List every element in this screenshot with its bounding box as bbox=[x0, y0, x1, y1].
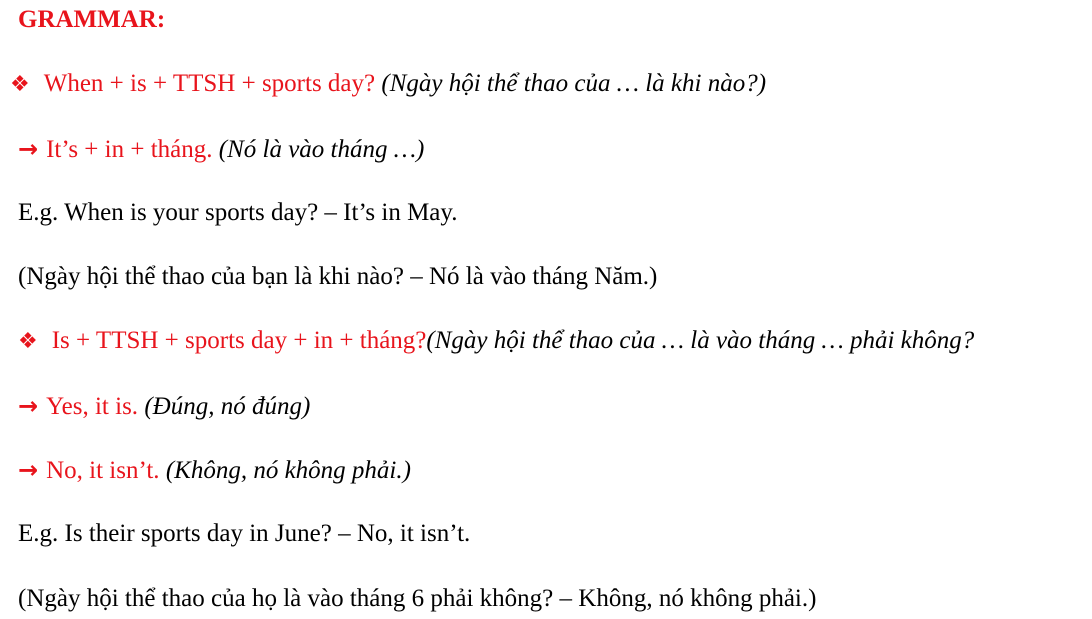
answer-yes bbox=[18, 390, 310, 423]
question-translation-1: (Ngày hội thể thao của … là khi nào?) bbox=[381, 70, 767, 97]
question-pattern-1 bbox=[10, 68, 766, 101]
answer-formula-1: It’s + in + tháng. bbox=[46, 136, 213, 163]
answer-translation-1: (Nó là vào tháng …) bbox=[218, 136, 425, 163]
answer-pattern-1 bbox=[18, 133, 424, 166]
right-arrow-icon: → bbox=[18, 135, 39, 163]
answer-no bbox=[18, 454, 411, 487]
example-1-translation: (Ngày hội thể thao của bạn là khi nào? – Nó là vào tháng Năm.) bbox=[18, 263, 658, 290]
answer-no-translation: (Không, nó không phải.) bbox=[165, 457, 411, 484]
question-formula-1: When + is + TTSH + sports day? bbox=[43, 70, 376, 97]
diamond-bullet-icon: ❖ bbox=[18, 329, 38, 354]
example-1: E.g. When is your sports day? – It’s in May. bbox=[18, 199, 458, 226]
question-formula-2: Is + TTSH + sports day + in + tháng? bbox=[51, 327, 427, 354]
diamond-bullet-icon: ❖ bbox=[10, 72, 30, 97]
page-title: GRAMMAR: bbox=[18, 6, 166, 33]
answer-yes-translation: (Đúng, nó đúng) bbox=[144, 393, 311, 420]
answer-no-formula: No, it isn’t. bbox=[46, 457, 160, 484]
right-arrow-icon: → bbox=[18, 392, 39, 420]
question-pattern-2 bbox=[18, 325, 974, 358]
example-2: E.g. Is their sports day in June? – No, it isn’t. bbox=[18, 520, 471, 547]
question-translation-2: (Ngày hội thể thao của … là vào tháng … phải không? bbox=[426, 327, 975, 354]
answer-yes-formula: Yes, it is. bbox=[46, 393, 139, 420]
right-arrow-icon: → bbox=[18, 456, 39, 484]
example-2-translation: (Ngày hội thể thao của họ là vào tháng 6 phải không? – Không, nó không phải.) bbox=[18, 585, 817, 612]
